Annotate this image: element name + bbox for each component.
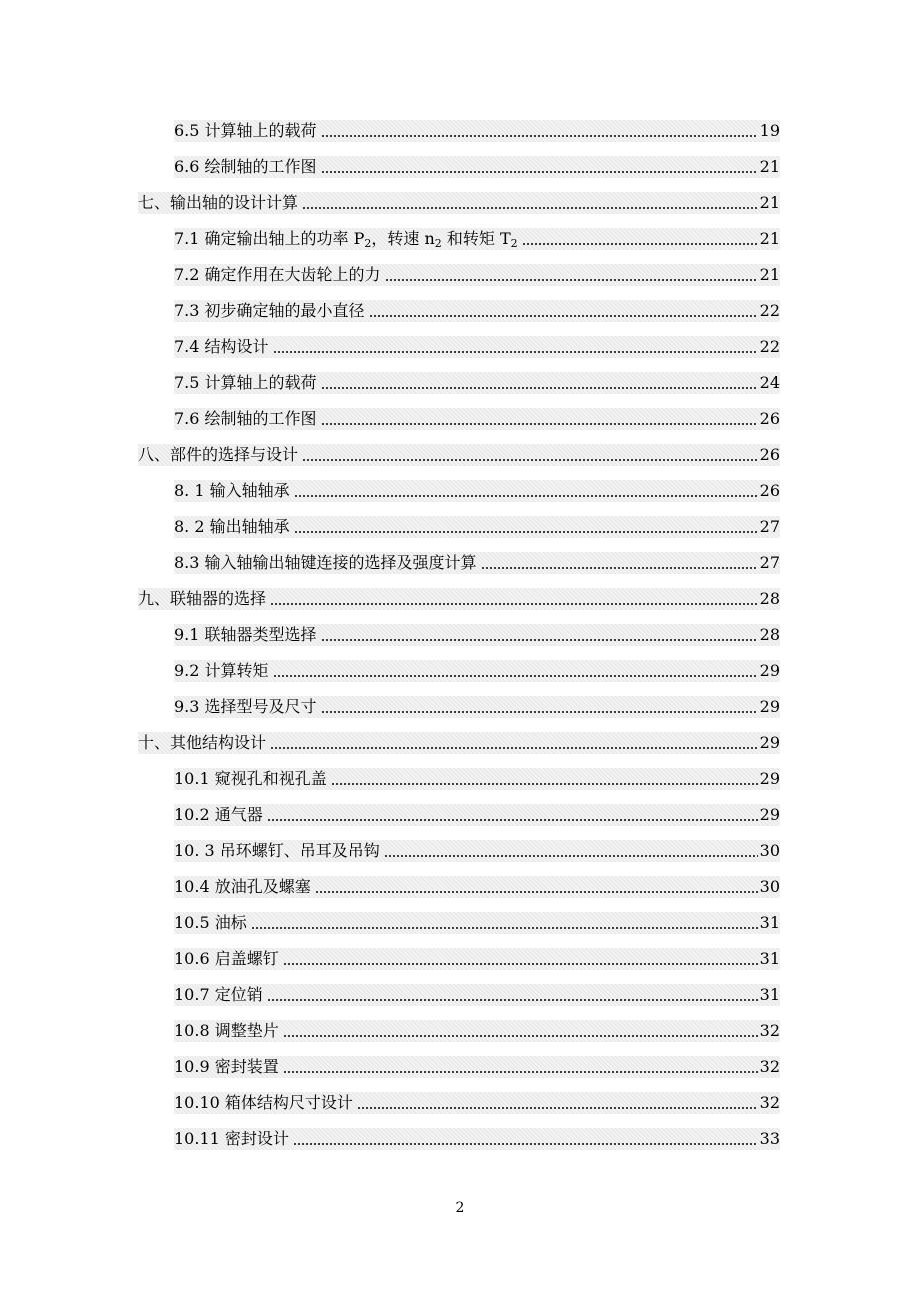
toc-entry-page: 27 xyxy=(759,553,780,572)
toc-entry[interactable] xyxy=(174,156,780,178)
toc-entry[interactable] xyxy=(174,1056,780,1078)
toc-entry-page: 30 xyxy=(759,877,780,896)
toc-entry[interactable] xyxy=(174,264,780,286)
toc-entry[interactable] xyxy=(174,1092,780,1114)
page-number: 2 xyxy=(455,1200,465,1216)
toc-entry-page: 31 xyxy=(759,913,780,932)
toc-entry[interactable] xyxy=(174,516,780,538)
dot-leader xyxy=(270,736,758,750)
toc-entry[interactable] xyxy=(174,984,780,1006)
toc-chapter-entry[interactable] xyxy=(138,588,780,610)
dot-leader xyxy=(302,196,758,210)
toc-entry[interactable] xyxy=(174,552,780,574)
toc-entry-page: 29 xyxy=(759,805,780,824)
toc-entry-text: 九、联轴器的选择 xyxy=(138,589,267,608)
toc-entry-text: 6.5 计算轴上的载荷 xyxy=(174,121,317,140)
toc-entry-text: 八、部件的选择与设计 xyxy=(138,445,299,464)
dot-leader xyxy=(481,556,758,570)
toc-entry-page: 21 xyxy=(759,157,780,176)
toc-entry-text: 7.6 绘制轴的工作图 xyxy=(174,409,317,428)
toc-entry-page: 32 xyxy=(759,1021,780,1040)
dot-leader xyxy=(357,1096,758,1110)
toc-entry-text: 10.1 窥视孔和视孔盖 xyxy=(174,769,327,788)
toc-entry[interactable] xyxy=(174,768,780,790)
toc-entry-text: 10.10 箱体结构尺寸设计 xyxy=(174,1093,353,1112)
dot-leader xyxy=(283,1024,758,1038)
toc-entry-text: 8.3 输入轴输出轴键连接的选择及强度计算 xyxy=(174,553,477,572)
toc-entry-text: 7.5 计算轴上的载荷 xyxy=(174,373,317,392)
toc-entry[interactable] xyxy=(174,804,780,826)
toc-entry-text: 9.2 计算转矩 xyxy=(174,661,269,680)
toc-entry-page: 29 xyxy=(759,697,780,716)
dot-leader xyxy=(369,304,758,318)
toc-entry-text: 9.1 联轴器类型选择 xyxy=(174,625,317,644)
toc-entry[interactable] xyxy=(174,300,780,322)
toc-entry[interactable] xyxy=(174,408,780,430)
toc-entry-page: 27 xyxy=(759,517,780,536)
toc-entry-text: 9.3 选择型号及尺寸 xyxy=(174,697,317,716)
toc-entry-text: 7.2 确定作用在大齿轮上的力 xyxy=(174,265,381,284)
toc-entry-text: 8. 1 输入轴轴承 xyxy=(174,481,290,500)
toc-entry-page: 32 xyxy=(759,1093,780,1112)
toc-entry[interactable] xyxy=(174,876,780,898)
dot-leader xyxy=(321,628,758,642)
toc-entry-page: 30 xyxy=(759,841,780,860)
toc-entry-page: 28 xyxy=(759,589,780,608)
dot-leader xyxy=(384,844,758,858)
toc-entry-text: 10.9 密封装置 xyxy=(174,1057,279,1076)
text-part: ，转速 n xyxy=(371,229,435,248)
toc-entry-page: 31 xyxy=(759,985,780,1004)
subscript: 2 xyxy=(510,237,518,250)
toc-entry-text: 10.7 定位销 xyxy=(174,985,263,1004)
toc-entry-page: 22 xyxy=(759,337,780,356)
toc-entry-text: 7.3 初步确定轴的最小直径 xyxy=(174,301,365,320)
toc-entry-page: 33 xyxy=(759,1129,780,1148)
toc-entry-page: 32 xyxy=(759,1057,780,1076)
toc-entry-text: 10. 3 吊环螺钉、吊耳及吊钩 xyxy=(174,841,380,860)
toc-entry[interactable] xyxy=(174,624,780,646)
dot-leader xyxy=(293,1132,758,1146)
dot-leader xyxy=(321,124,758,138)
dot-leader xyxy=(267,808,758,822)
dot-leader xyxy=(315,880,758,894)
dot-leader xyxy=(522,232,758,246)
dot-leader xyxy=(283,952,758,966)
toc-entry-text: 十、其他结构设计 xyxy=(138,733,267,752)
toc-entry-text: 10.6 启盖螺钉 xyxy=(174,949,279,968)
toc-entry[interactable] xyxy=(174,336,780,358)
toc-entry-text: 10.4 放油孔及螺塞 xyxy=(174,877,311,896)
toc-entry[interactable] xyxy=(174,480,780,502)
text-part: 7.1 确定输出轴上的功率 P xyxy=(174,229,365,248)
toc-entry[interactable] xyxy=(174,1020,780,1042)
toc-entry[interactable] xyxy=(174,696,780,718)
dot-leader xyxy=(321,700,758,714)
toc-entry-page: 28 xyxy=(759,625,780,644)
toc-entry-text: 10.2 通气器 xyxy=(174,805,263,824)
toc-chapter-entry[interactable] xyxy=(138,732,780,754)
dot-leader xyxy=(331,772,758,786)
toc-entry-page: 29 xyxy=(759,769,780,788)
toc-entry-text: 10.8 调整垫片 xyxy=(174,1021,279,1040)
toc-entry-page: 22 xyxy=(759,301,780,320)
dot-leader xyxy=(267,988,758,1002)
dot-leader xyxy=(321,376,758,390)
toc-entry-page: 19 xyxy=(759,121,780,140)
toc-entry-page: 29 xyxy=(759,661,780,680)
toc-entry-page: 26 xyxy=(759,481,780,500)
toc-chapter-entry[interactable] xyxy=(138,444,780,466)
toc-entry-page: 21 xyxy=(759,193,780,212)
toc-entry[interactable] xyxy=(174,948,780,970)
dot-leader xyxy=(251,916,758,930)
subscript: 2 xyxy=(434,237,442,250)
dot-leader xyxy=(321,160,758,174)
toc-entry[interactable] xyxy=(174,912,780,934)
toc-chapter-entry[interactable] xyxy=(138,192,780,214)
toc-entry-text: 8. 2 输出轴轴承 xyxy=(174,517,290,536)
subscript: 2 xyxy=(364,237,372,250)
dot-leader xyxy=(273,340,758,354)
dot-leader xyxy=(302,448,758,462)
toc-entry-page: 24 xyxy=(759,373,780,392)
dot-leader xyxy=(294,520,758,534)
dot-leader xyxy=(283,1060,758,1074)
dot-leader xyxy=(385,268,758,282)
toc-entry[interactable] xyxy=(174,1128,780,1150)
dot-leader xyxy=(294,484,758,498)
toc-entry[interactable] xyxy=(174,120,780,142)
toc-entry-page: 31 xyxy=(759,949,780,968)
text-part: 和转矩 T xyxy=(441,229,511,248)
toc-entry-text: 6.6 绘制轴的工作图 xyxy=(174,157,317,176)
dot-leader xyxy=(273,664,758,678)
toc-entry-page: 29 xyxy=(759,733,780,752)
toc-entry-text: 10.11 密封设计 xyxy=(174,1129,289,1148)
toc-entry-page: 26 xyxy=(759,445,780,464)
toc-entry[interactable] xyxy=(174,840,780,862)
toc-entry[interactable] xyxy=(174,660,780,682)
dot-leader xyxy=(270,592,758,606)
toc-entry-page: 21 xyxy=(759,265,780,284)
toc-entry-page: 26 xyxy=(759,409,780,428)
toc-entry-page: 21 xyxy=(759,229,780,248)
toc-entry-text: 七、输出轴的设计计算 xyxy=(138,193,299,212)
toc-entry[interactable] xyxy=(174,372,780,394)
toc-entry[interactable] xyxy=(174,228,780,250)
toc-entry-text: 10.5 油标 xyxy=(174,913,247,932)
dot-leader xyxy=(321,412,758,426)
toc-entry-text xyxy=(174,228,520,250)
toc-entry-text: 7.4 结构设计 xyxy=(174,337,269,356)
